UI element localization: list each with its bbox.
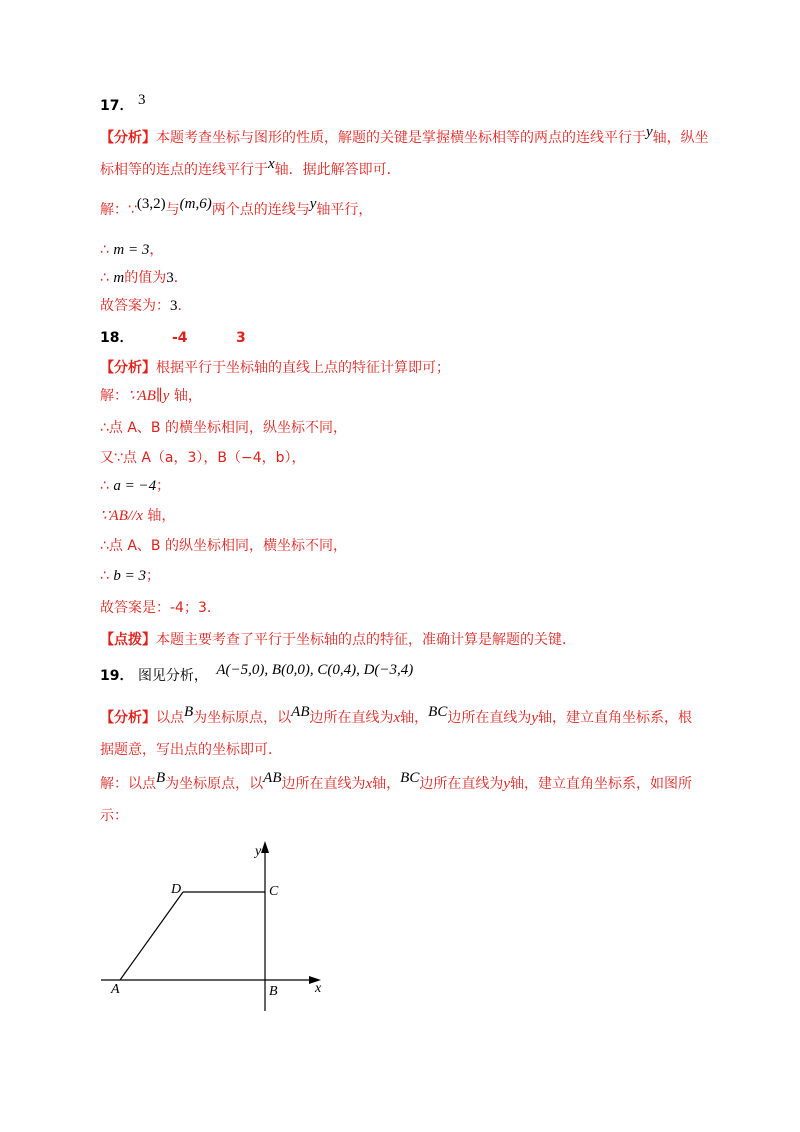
q17-point2: (m,6) bbox=[179, 196, 212, 212]
q19-lead: 图见分析， bbox=[137, 668, 208, 684]
q18-l3-text: 又∵点 A（a，3），B（−4，b）， bbox=[100, 450, 306, 466]
q19-number: 19． bbox=[100, 668, 134, 684]
q19-s-b: B bbox=[156, 770, 166, 786]
q18-l4-sym: ∴ bbox=[100, 478, 109, 494]
q17-eq1-end: ， bbox=[149, 242, 164, 258]
q18-sol-line1 bbox=[100, 386, 202, 406]
q18-number: 18． bbox=[100, 330, 134, 346]
q18-analysis-text: 根据平行于坐标轴的直线上点的特征计算即可； bbox=[156, 360, 450, 376]
q19-s4: 轴， bbox=[372, 776, 401, 792]
q18-ab-parallel-y: ∵AB∥y bbox=[128, 388, 170, 404]
q17-analysis-tag: 【分析】 bbox=[100, 130, 156, 146]
q18-l4-eq: a = −4 bbox=[113, 478, 157, 494]
q19-s-bc: BC bbox=[400, 770, 420, 786]
y-axis-arrow bbox=[261, 841, 269, 853]
q17-analysis-var-x: x bbox=[268, 156, 275, 172]
q19-solution-line1 bbox=[100, 770, 693, 794]
label-b: B bbox=[269, 984, 278, 999]
q19-s-y: y bbox=[503, 776, 511, 792]
q17-eq1: m = 3 bbox=[113, 242, 150, 258]
q19-a1: 以点 bbox=[156, 710, 184, 726]
q17-analysis-line2 bbox=[100, 156, 401, 180]
q17-therefore-2: ∴ bbox=[100, 270, 109, 286]
q18-l1-text: 轴， bbox=[173, 388, 202, 404]
q18-answer1: -4 bbox=[171, 330, 188, 346]
q17-analysis-var-y: y bbox=[646, 124, 653, 140]
q17-sol-prefix: 解： bbox=[100, 202, 128, 218]
q17-sol-var: y bbox=[309, 196, 317, 212]
q19-coords: A(−5,0), B(0,0), C(0,4), D(−3,4) bbox=[216, 662, 414, 678]
q19-heading bbox=[100, 662, 414, 686]
q17-final-value: 3 bbox=[170, 298, 178, 314]
q17-answer: 3 bbox=[137, 92, 146, 108]
q18-sol-line4 bbox=[100, 476, 170, 496]
q18-sol-line7 bbox=[100, 566, 160, 586]
q18-l6-text: ∴点 A、B 的纵坐标相同，横坐标不同， bbox=[100, 538, 347, 554]
q17-final bbox=[100, 296, 192, 316]
q18-sol-line5 bbox=[100, 506, 175, 526]
q17-solution-line1 bbox=[100, 196, 373, 220]
q17-heading bbox=[100, 92, 146, 116]
q18-sol-prefix: 解： bbox=[100, 388, 128, 404]
q17-point1: (3,2) bbox=[136, 196, 166, 212]
q18-final bbox=[100, 598, 211, 618]
q18-ab-parallel-x: ∵AB//x bbox=[100, 508, 143, 524]
q17-number: 17． bbox=[100, 98, 134, 114]
q18-sol-line3 bbox=[100, 448, 306, 468]
q19-a-y: y bbox=[531, 710, 539, 726]
q18-final-text: 故答案是：-4；3. bbox=[100, 600, 212, 616]
q17-value-text: 的值为 bbox=[124, 270, 167, 286]
q19-s7: 示： bbox=[100, 808, 128, 824]
q19-solution-line2 bbox=[100, 806, 128, 826]
q17-therefore: ∴ bbox=[100, 242, 109, 258]
q17-value-end: ． bbox=[173, 270, 188, 286]
q19-a-x: x bbox=[393, 710, 401, 726]
q17-because: ∵ bbox=[128, 202, 137, 218]
label-y: y bbox=[255, 844, 262, 859]
q17-with: 与 bbox=[165, 202, 180, 218]
label-x: x bbox=[315, 981, 322, 996]
q17-solution-line2 bbox=[100, 240, 163, 260]
q18-point bbox=[100, 630, 576, 650]
q18-l7-sym: ∴ bbox=[100, 568, 109, 584]
q19-s-prefix: 解：以点 bbox=[100, 776, 156, 792]
q18-point-text: 本题主要考查了平行于坐标轴的点的特征，准确计算是解题的关键． bbox=[156, 632, 576, 648]
q17-analysis-text2b: 轴．据此解答即可． bbox=[274, 162, 401, 178]
q19-a4: 轴， bbox=[400, 710, 429, 726]
q17-solution-line3 bbox=[100, 268, 188, 288]
q17-final-end: ． bbox=[177, 298, 192, 314]
label-d: D bbox=[171, 882, 182, 897]
q19-s3: 边所在直线为 bbox=[281, 776, 366, 792]
q17-final-text: 故答案为： bbox=[100, 298, 170, 314]
q19-a5: 边所在直线为 bbox=[447, 710, 532, 726]
q19-a2: 为坐标原点，以 bbox=[193, 710, 292, 726]
q17-analysis-text2a: 标相等的连点的连线平行于 bbox=[100, 162, 268, 178]
q19-a-ab: AB bbox=[291, 704, 310, 720]
q17-sol-text2: 轴平行， bbox=[316, 202, 373, 218]
q19-a7: 据题意，写出点的坐标即可． bbox=[100, 742, 282, 758]
q19-analysis-line2 bbox=[100, 740, 282, 760]
q18-l5-text: 轴， bbox=[147, 508, 176, 524]
coordinate-figure bbox=[95, 835, 335, 1015]
q17-sol-text: 两个点的连线与 bbox=[211, 202, 310, 218]
label-a: A bbox=[111, 982, 120, 997]
q17-analysis-line1 bbox=[100, 124, 709, 148]
q19-s-x: x bbox=[365, 776, 373, 792]
q18-analysis bbox=[100, 358, 450, 378]
q18-l7-eq: b = 3 bbox=[113, 568, 146, 584]
q19-s2: 为坐标原点，以 bbox=[165, 776, 264, 792]
q19-a6: 轴，建立直角坐标系，根 bbox=[538, 710, 693, 726]
q19-a-b: B bbox=[184, 704, 194, 720]
q17-var-m: m bbox=[113, 270, 125, 286]
q18-heading bbox=[100, 328, 246, 348]
q18-l7-end: ； bbox=[146, 568, 160, 584]
q19-analysis-tag: 【分析】 bbox=[100, 710, 156, 726]
q18-analysis-tag: 【分析】 bbox=[100, 360, 156, 376]
q18-answer2: 3 bbox=[235, 330, 246, 346]
q19-s6: 轴，建立直角坐标系，如图所 bbox=[510, 776, 693, 792]
label-c: C bbox=[269, 884, 279, 899]
q18-l2-text: ∴点 A、B 的横坐标相同，纵坐标不同， bbox=[100, 420, 347, 436]
q19-a3: 边所在直线为 bbox=[309, 710, 394, 726]
q18-sol-line6 bbox=[100, 536, 347, 556]
q19-s-ab: AB bbox=[263, 770, 282, 786]
q19-analysis-line1 bbox=[100, 704, 693, 728]
q18-point-tag: 【点拨】 bbox=[100, 632, 156, 648]
q17-analysis-text1a: 本题考查坐标与图形的性质，解题的关键是掌握横坐标相等的两点的连线平行于 bbox=[156, 130, 646, 146]
q17-value: 3 bbox=[166, 270, 174, 286]
q19-s5: 边所在直线为 bbox=[419, 776, 504, 792]
segment-ad bbox=[120, 892, 183, 980]
q19-a-bc: BC bbox=[428, 704, 448, 720]
q18-sol-line2 bbox=[100, 418, 347, 438]
q17-analysis-text1b: 轴，纵坐 bbox=[652, 130, 709, 146]
q18-l4-end: ； bbox=[156, 478, 171, 494]
